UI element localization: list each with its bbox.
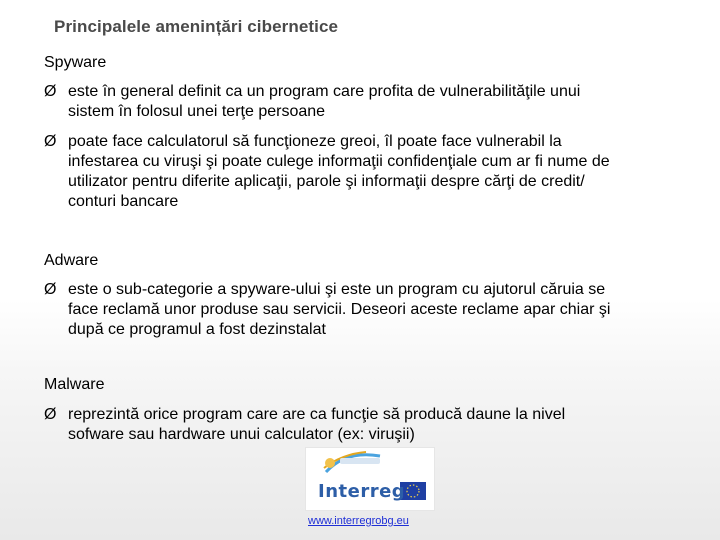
bullet-item <box>44 280 694 342</box>
bullet-text: reprezintă orice program care are ca funcţie să producă daune la nivel sofware sau hardware unui calculator (ex: viruşii) <box>68 406 566 443</box>
section-heading-malware: Malware <box>44 376 105 393</box>
bullet-item <box>44 132 694 216</box>
website-link[interactable]: www.interregrobg.eu <box>308 515 409 527</box>
bullet-text: este în general definit ca un program care profita de vulnerabilităţile unui sistem în folosul unei terţe persoane <box>68 83 581 120</box>
arrow-bullet-icon: Ø <box>44 281 57 298</box>
bullet-text: este o sub-categorie a spyware-ului şi este un program cu ajutorul căruia se face reclamă unor produse sau servicii. Deseori aceste reclame apar chiar şi după ce programul a fost dezinstalat <box>68 281 611 338</box>
arrow-bullet-icon: Ø <box>44 406 57 423</box>
bullet-item <box>44 405 694 447</box>
slide-title: Principalele amenințări cibernetice <box>54 17 339 36</box>
arrow-bullet-icon: Ø <box>44 83 57 100</box>
section-heading-spyware: Spyware <box>44 54 107 71</box>
bullet-item <box>44 82 684 124</box>
interreg-logo <box>305 447 435 511</box>
arrow-bullet-icon: Ø <box>44 133 57 150</box>
bullet-text: poate face calculatorul să funcţioneze greoi, îl poate face vulnerabil la infestarea cu viruşi şi poate culege informaţii confidenţiale cum ar fi nume de utilizator pentru diferite aplicaţii, parole şi informaţii despre cărţi de credit/ conturi bancare <box>68 133 610 210</box>
interreg-wordmark: Interreg <box>318 481 406 502</box>
section-heading-adware: Adware <box>44 252 99 269</box>
